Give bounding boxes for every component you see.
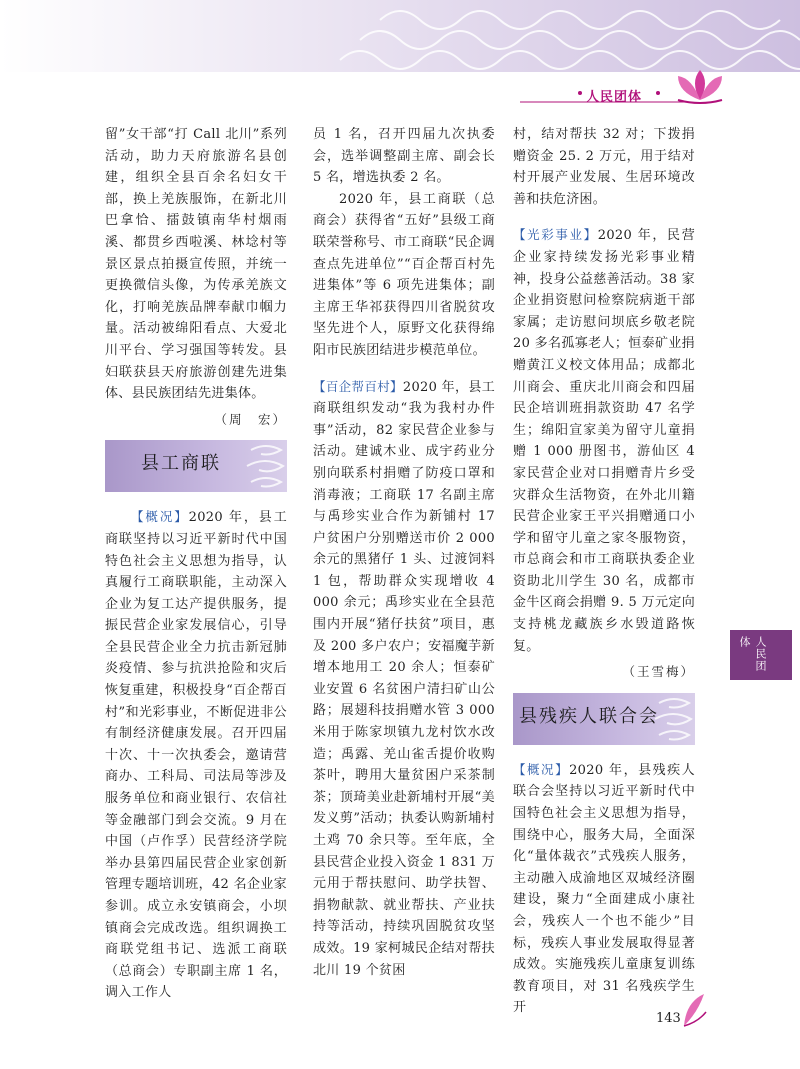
side-section-tab (730, 630, 792, 680)
section-banner (105, 440, 287, 492)
paragraph: 2020 年，县工商联（总商会）获得省“五好”县级工商联荣誉称号、市工商联“民企调查点先进单位”“百企帮百村先进集体”等 6 项先进集体；副主席王华祁获得四川省脱贫攻坚先进个人，原野文化获得绵阳市民族团结进步模范单位。 (313, 191, 495, 358)
section-title: 县工商联 (141, 453, 221, 475)
paragraph: 2020 年，县工商联坚持以习近平新时代中国特色社会主义思想为指导，认真履行工商联职能，主动深入企业为复工达产提供服务，提振民营企业家发展信心，引导全县民营企业全力抗击新冠肺炎疫情、参与抗洪抢险和灾后恢复重建，积极投身“百企帮百村”和光彩事业，不断促进非公有制经济健康发展。召开四届十次、十一次执委会，邀请营商办、工科局、司法局等涉及服务单位和商业银行、农信社等金融部门到会交流。9 月在中国（卢作孚）民营经济学院举办县第四届民营企业家创新管理专题培训班，42 名企业家参训。成立永安镇商会，小坝镇商会完成改选。组织调换工商联党组书记、选派工商联（总商会）专职副主席 1 名，调入工作人 (105, 510, 287, 1001)
section-title: 县残疾人联合会 (519, 705, 659, 727)
author-credit: （周 宏） (214, 411, 287, 427)
paragraph-tag: 【概况】 (513, 761, 570, 777)
header-dot-left (578, 91, 582, 95)
wave-pattern-decoration (0, 0, 800, 110)
column-3 (513, 124, 695, 1019)
swirl-icon (649, 693, 695, 745)
header-band (0, 0, 800, 110)
paragraph: 2020 年，县残疾人联合会坚持以习近平新时代中国特色社会主义思想为指导，围绕中心，服务大局，全面深化“量体裁衣”式残疾人服务，主动融入成渝地区双城经济圈建设，聚力“全面建成小康社会，残疾人一个也不能少”目标，残疾人事业发展取得显著成效。实施残疾儿童康复训练教育项目，对 31 名残疾学生开 (513, 762, 695, 1016)
paragraph: 村，结对帮扶 32 对；下拨捐赠资金 25. 2 万元，用于结对村开展产业发展、生居环境改善和扶危济困。 (513, 127, 695, 207)
lotus-petal-icon (680, 990, 710, 1030)
section-banner (513, 693, 695, 745)
paragraph: 2020 年，民营企业家持续发扬光彩事业精神，投身公益慈善活动。38 家企业捐资慰问检察院病逝干部家属；走访慰问坝底乡敬老院 20 多名孤寡老人；恒泰矿业捐赠黄江义校文体用品；成都北川商会、重庆北川商会和四届民企培训班捐款资助 47 名学生；绵阳宣家美为留守儿童捐赠 1 000 册图书，游仙区 4 家民营企业对口捐赠青片乡受灾群众生活物资，在外北川籍民营企业家王平兴捐赠通口小学和留守儿童之家冬服物资，市总商会和市工商联执委企业资助北川学生 30 名，成都市金牛区商会捐赠 9. 5 万元定向支持桃龙藏族乡水毁道路恢复。 (513, 228, 695, 654)
author-credit: （王雪梅） (622, 664, 695, 680)
section-label: 人民团体 (586, 90, 643, 105)
paragraph-tag: 【概况】 (131, 509, 189, 525)
spacer (313, 362, 495, 376)
spacer (513, 210, 695, 224)
paragraph: 留”女干部“打 Call 北川”系列活动，助力天府旅游名县创建，组织全县百余名妇女干部，换上羌族服饰，在新北川巴拿恰、擂鼓镇南华村烟雨溪、都贯乡西啦溪、林埝村等景区景点拍摄宣传照，并统一更换微信头像，为传承羌族文化，打响羌族品牌奉献巾帼力量。活动被绵阳看点、大爱北川平台、学习强国等转发。县妇联获县天府旅游创建先进集体、县民族团结先进集体。 (105, 127, 287, 402)
column-2 (313, 124, 495, 981)
header-dot-right (656, 91, 660, 95)
paragraph-tag: 【光彩事业】 (513, 227, 598, 243)
column-1 (105, 124, 287, 1004)
swirl-icon (241, 440, 287, 492)
side-tab-label: 人民团体 (738, 636, 767, 672)
paragraph: 员 1 名，召开四届九次执委会，选举调整副主席、副会长 5 名，增选执委 2 名。 (313, 127, 495, 186)
page-number: 143 (656, 1011, 681, 1026)
paragraph-tag: 【百企帮百村】 (313, 378, 403, 394)
paragraph: 2020 年，县工商联组织发动“我为我村办件事”活动，82 家民营企业参与活动。建诚木业、成宇药业分别向联系村捐赠了防疫口罩和消毒液；工商联 17 名副主席与禹珍实业合作为新铺村 17 户贫困户分别赠送市价 2 000 余元的黑猪仔 1 头、过渡饲料 1 包，帮助群众实现增收 4 000 余元；禹珍实业在全县范围内开展“猪仔扶贫”项目，惠及 200 多户农户；安福魔芋新增本地用工 20 余人；恒泰矿业安置 6 名贫困户清扫矿山公路；展翅科技捐赠水管 3 000 米用于陈家坝镇九龙村饮水改造；禹露、羌山雀舌提价收购茶叶，聘用大量贫困户采茶制茶；顶琦美业赴新埔村开展“美发义剪”活动；执委认购新埔村土鸡 70 余只等。至年底，全县民营企业投入资金 1 831 万元用于帮扶慰问、助学扶智、捐物献款、就业帮扶、产业扶持等活动，持续巩固脱贫攻坚成效。19 家柯城民企结对帮扶北川 19 个贫困 (313, 379, 495, 978)
